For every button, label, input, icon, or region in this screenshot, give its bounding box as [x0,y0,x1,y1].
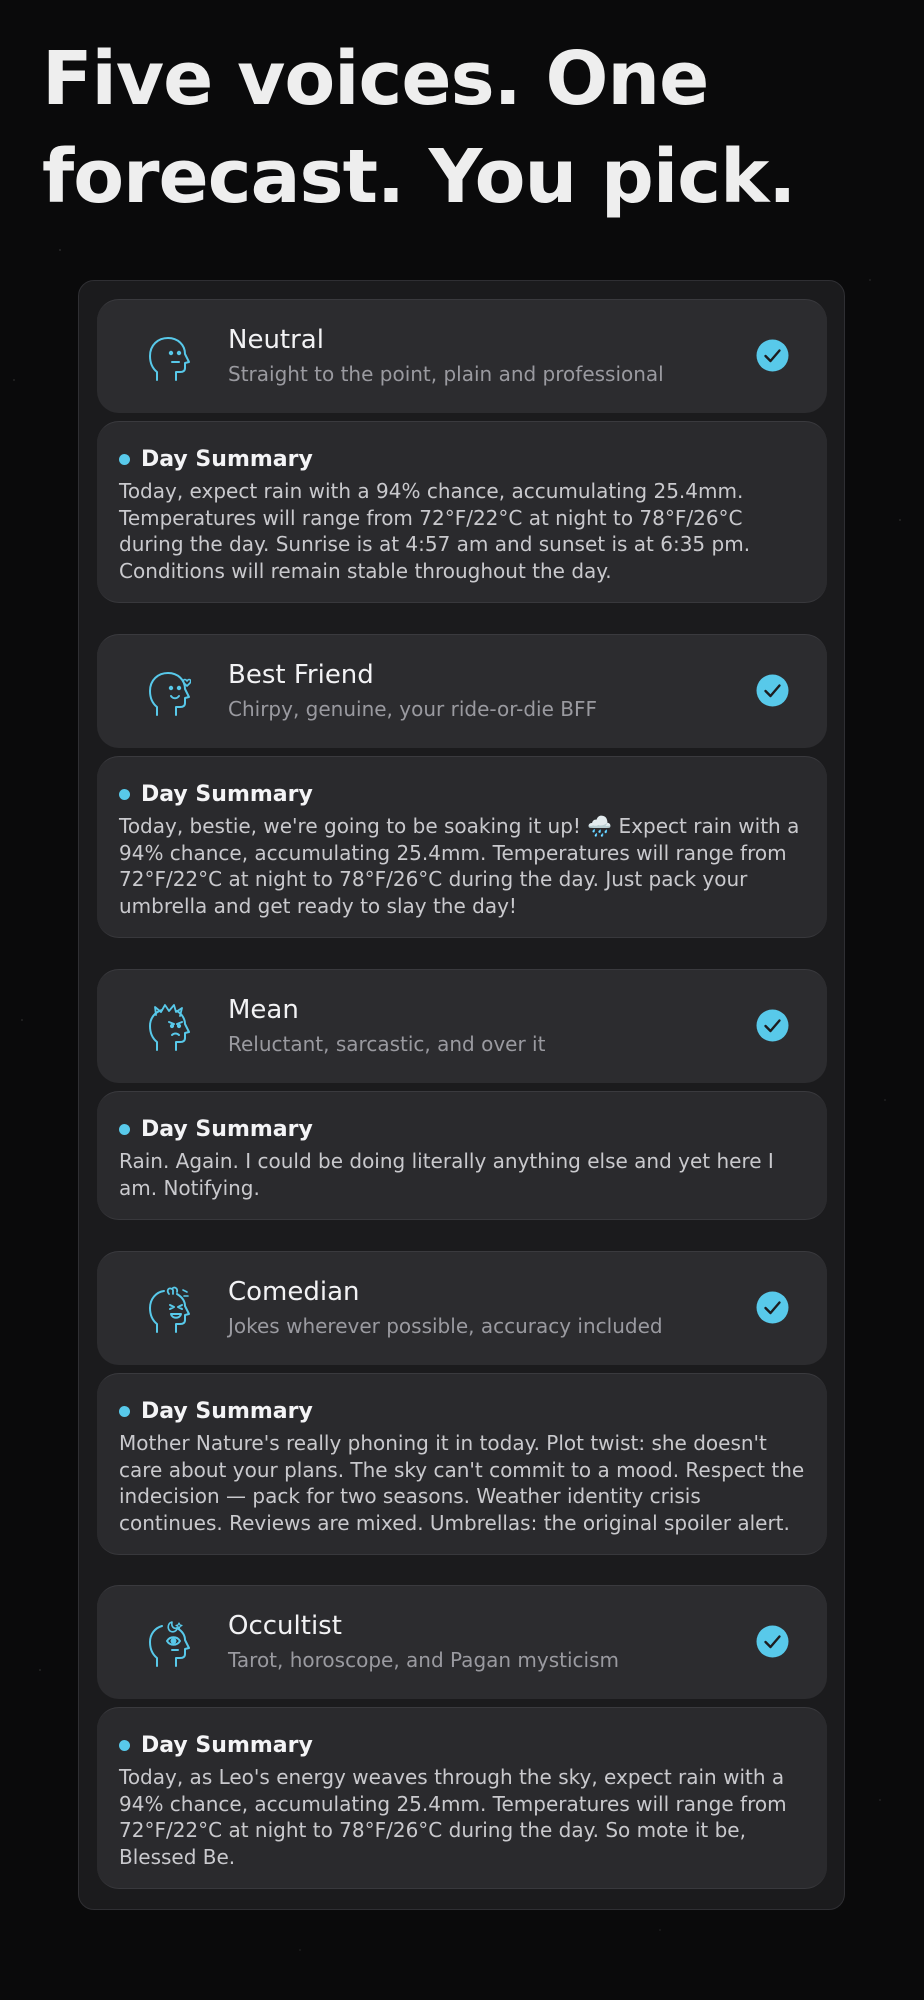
summary-text: Today, bestie, we're going to be soaking it up! 🌧️ Expect rain with a 94% chance, accumulating 25.4mm. Temperatures will range from 72°F/22°C at night to 78°F/26°C during the day. Just pack your umbrella and get ready to slay the day! [119,814,800,918]
check-icon[interactable] [756,1009,789,1042]
voice-option-mean[interactable] [97,969,827,1083]
summary-text: Today, as Leo's energy weaves through the sky, expect rain with a 94% chance, accumulating 25.4mm. Temperatures will range from 72°F/22°C at night to 78°F/26°C during the day. So mote it be, Blessed Be. [119,1765,787,1869]
day-summary-card [97,1707,827,1889]
voice-description: Chirpy, genuine, your ride-or-die BFF [228,697,598,721]
voice-option-best-friend[interactable] [97,634,827,748]
voice-name: Neutral [228,325,324,355]
voice-option-comedian[interactable] [97,1251,827,1365]
bullet-dot-icon [119,789,130,800]
voice-description: Straight to the point, plain and professional [228,362,664,386]
summary-title: Day Summary [141,1732,313,1758]
neutral-head-icon [147,334,191,384]
summary-text: Today, expect rain with a 94% chance, accumulating 25.4mm. Temperatures will range from 72°F/22°C at night to 78°F/26°C during the day. Sunrise is at 4:57 am and sunset is at 6:35 pm. Conditions will remain stable throughout the day. [119,479,751,583]
voice-name: Comedian [228,1277,360,1307]
bullet-dot-icon [119,454,130,465]
check-icon[interactable] [756,339,789,372]
bullet-dot-icon [119,1406,130,1417]
day-summary-card [97,1091,827,1220]
check-icon[interactable] [756,1291,789,1324]
voice-name: Occultist [228,1611,342,1641]
voice-description: Tarot, horoscope, and Pagan mysticism [228,1648,620,1672]
voice-option-neutral[interactable] [97,299,827,413]
bullet-dot-icon [119,1740,130,1751]
summary-text: Mother Nature's really phoning it in today. Plot twist: she doesn't care about your plans. The sky can't commit to a mood. Respect the indecision — pack for two seasons. Weather identity crisis continues. Reviews are mixed. Umbrellas: the original spoiler alert. [119,1431,805,1535]
check-icon[interactable] [756,674,789,707]
voice-description: Reluctant, sarcastic, and over it [228,1032,546,1056]
day-summary-card [97,756,827,938]
summary-title: Day Summary [141,781,313,807]
summary-title: Day Summary [141,1116,313,1142]
check-icon[interactable] [756,1625,789,1658]
summary-text: Rain. Again. I could be doing literally anything else and yet here I am. Notifying. [119,1149,774,1200]
best-friend-head-icon [147,669,191,719]
voice-name: Mean [228,995,299,1025]
comedian-head-icon [147,1286,191,1336]
day-summary-card [97,421,827,603]
occultist-head-icon [147,1620,191,1670]
voice-option-occultist[interactable] [97,1585,827,1699]
day-summary-card [97,1373,827,1555]
voice-name: Best Friend [228,660,374,690]
bullet-dot-icon [119,1124,130,1135]
summary-title: Day Summary [141,1398,313,1424]
summary-title: Day Summary [141,446,313,472]
mean-head-icon [147,1004,191,1054]
headline: Five voices. One forecast. You pick. [42,36,796,220]
voice-description: Jokes wherever possible, accuracy included [228,1314,663,1338]
